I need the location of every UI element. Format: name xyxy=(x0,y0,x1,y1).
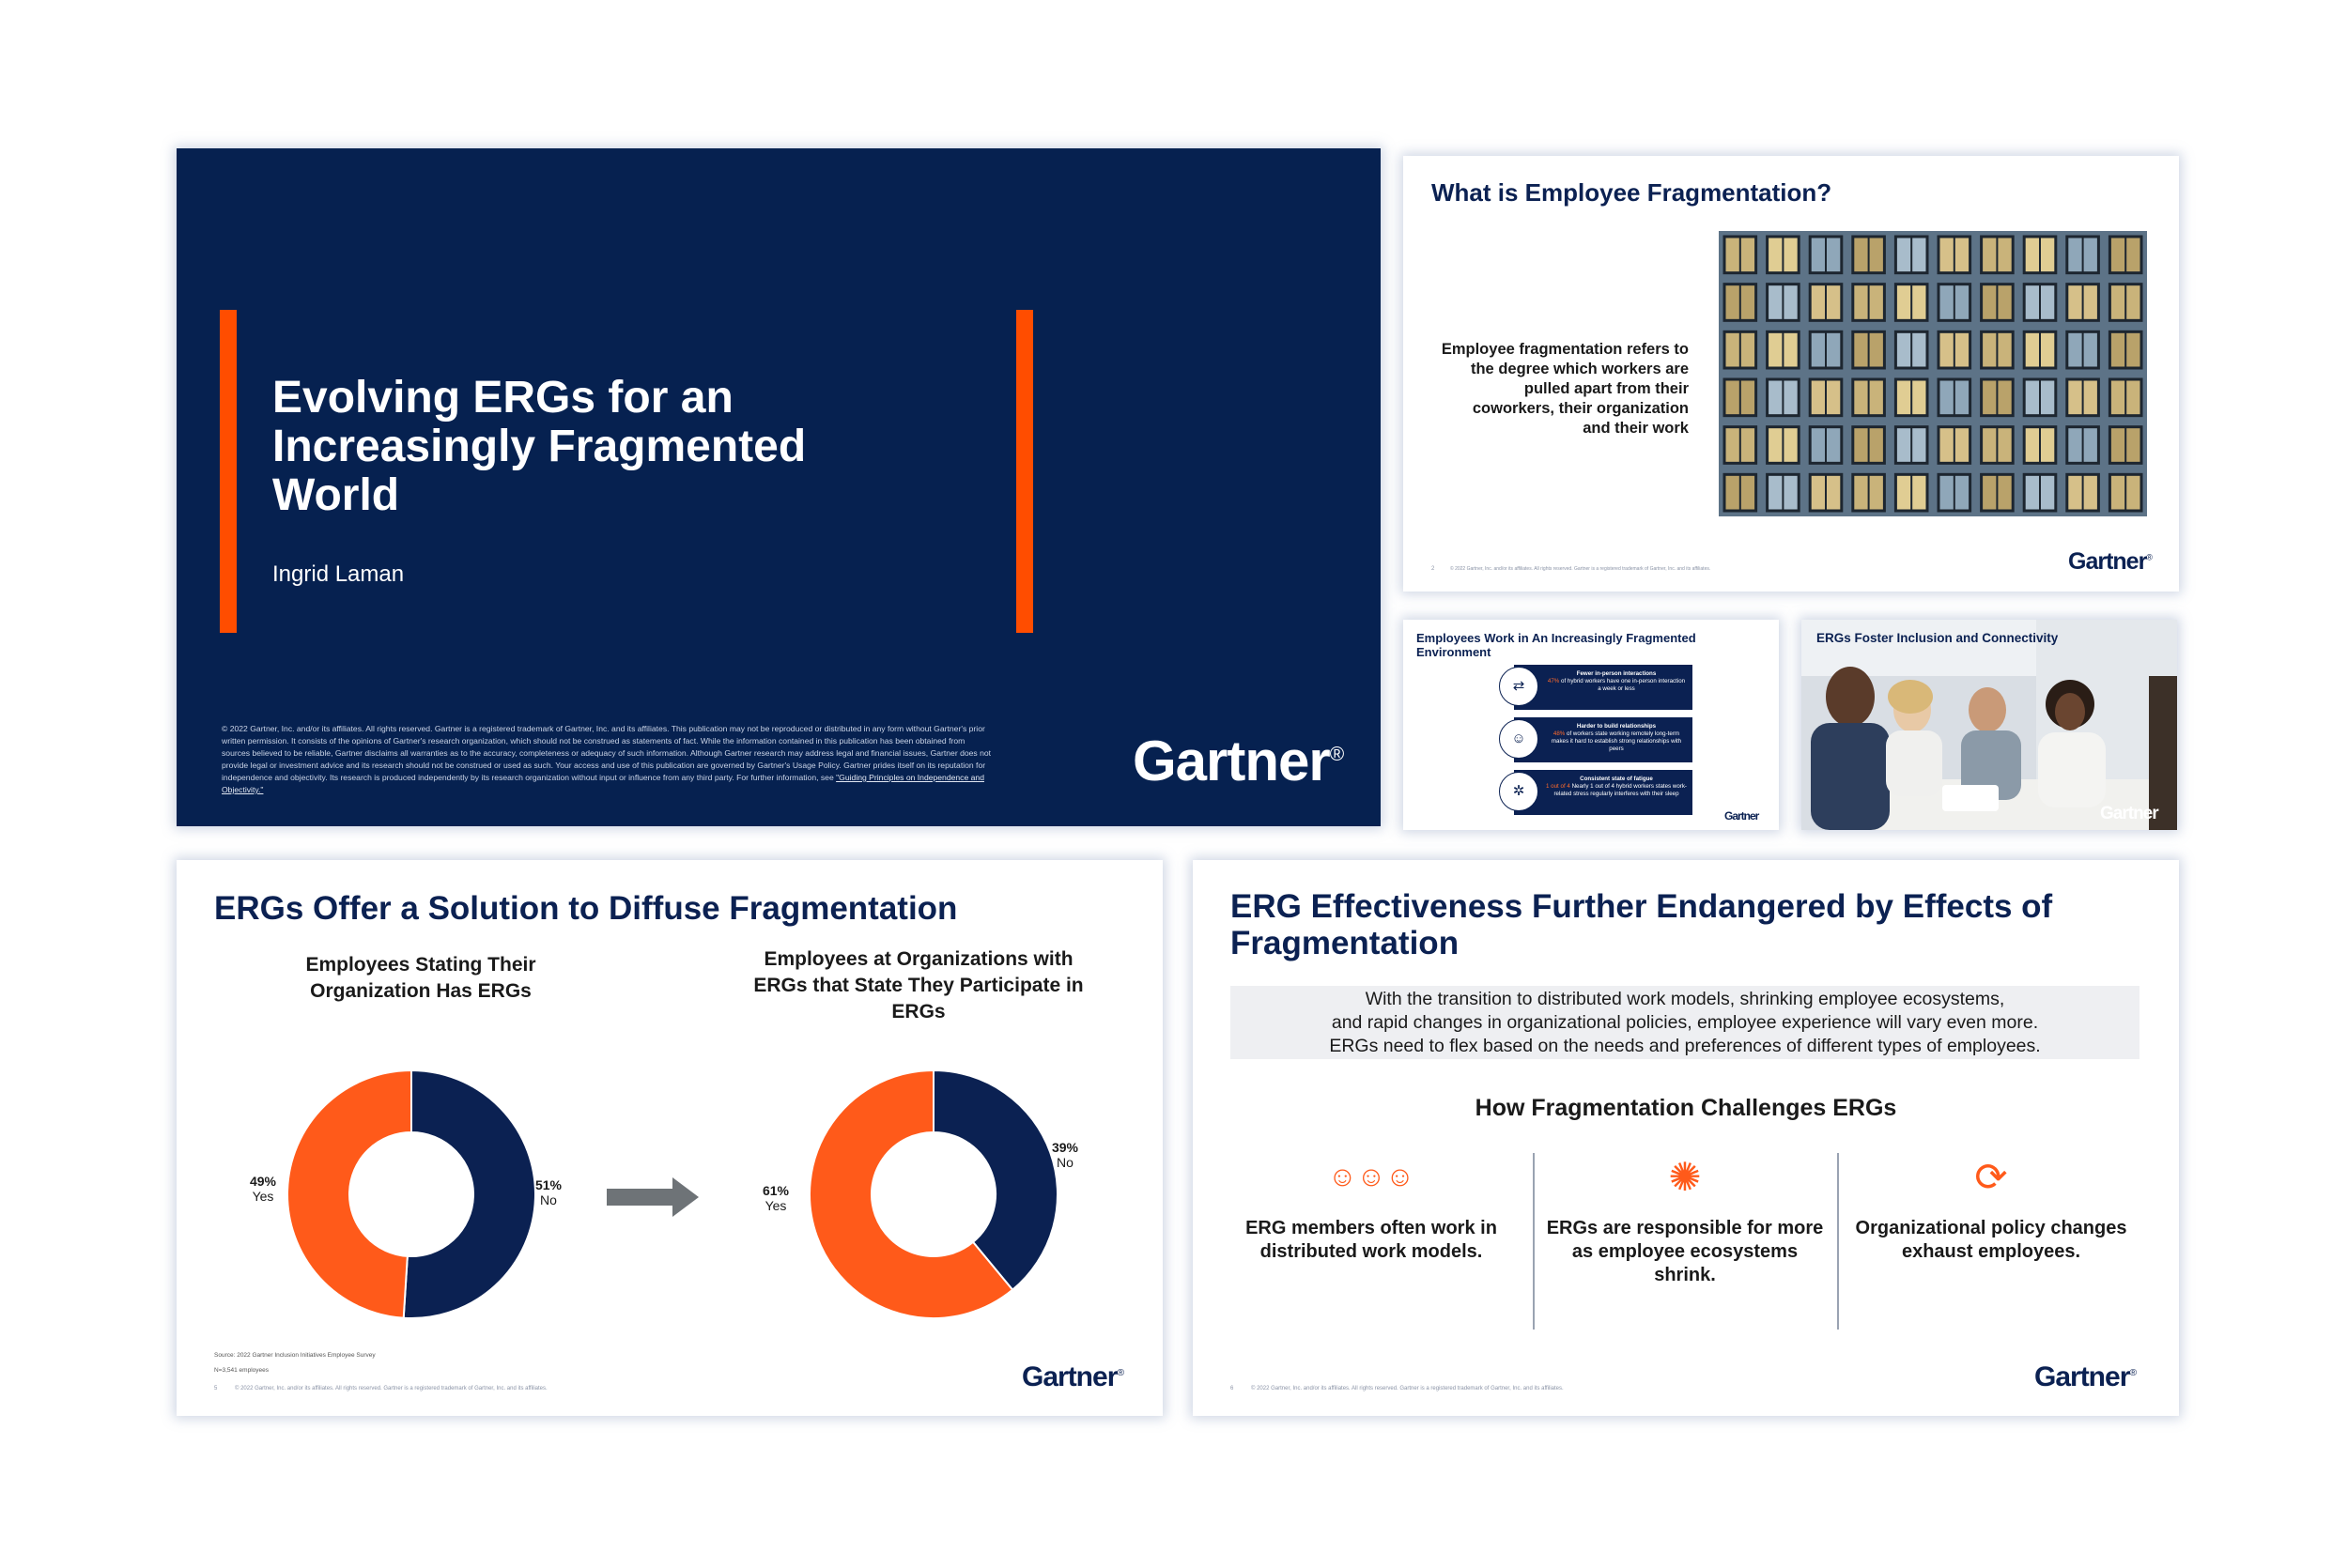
footer-text: © 2022 Gartner, Inc. and/or its affiliates. All rights reserved. Gartner is a registered trademark of Gartner, Inc. and its affiliates. xyxy=(235,1386,548,1391)
group-icon: ☺☺☺ xyxy=(1328,1161,1414,1192)
legal-link[interactable]: "Guiding Principles on Independence and Objectivity." xyxy=(222,773,984,794)
gartner-logo-text: Gartner xyxy=(2034,1361,2130,1392)
section-subtitle: How Fragmentation Challenges ERGs xyxy=(1475,1095,1897,1121)
gartner-logo: Gartner® xyxy=(1022,1361,1124,1392)
stat-text xyxy=(1546,723,1687,753)
policy-change-icon: ⟳ xyxy=(1974,1155,2008,1199)
legal-notice xyxy=(222,723,992,796)
stat-description: Nearly 1 out of 4 hybrid workers states work-related stress regularly interferes with their sleep xyxy=(1553,783,1687,797)
legal-text: © 2022 Gartner, Inc. and/or its affiliates. All rights reserved. Gartner is a registered trademark of Gartner, Inc. and its affiliates. This publication may not be reproduced or distributed in any form without Gartner's prior written permission. It consists of the opinions of Gartner's research organization, which should not be construed as statements of fact. While the information contained in this publication has been obtained from sources believed to be reliable, Gartner disclaims all warranties as to the accuracy, completeness or adequacy of such information. Although Gartner research may address legal and financial issues, Gartner does not provide legal or investment advice and its research should not be construed or used as such. Your access and use of this publication are governed by Gartner's Usage Policy. Gartner prides itself on its reputation for independence and objectivity. Its research is produced independently by its research organization without input or influence from any third party. For further information, see xyxy=(222,724,992,782)
stat-heading: Consistent state of fatigue xyxy=(1580,776,1653,782)
chart-2-yes-value: 61% xyxy=(762,1183,790,1198)
left-accent-bar xyxy=(220,310,237,633)
column-divider xyxy=(1533,1153,1535,1330)
stat-row xyxy=(1514,770,1692,815)
erg-solution-slide xyxy=(177,860,1163,1416)
stat-description: of hybrid workers have one in-person interaction a week or less xyxy=(1561,678,1686,692)
slide-title: ERGs Offer a Solution to Diffuse Fragmentation xyxy=(214,890,958,927)
people-icon: ☺ xyxy=(1499,719,1538,759)
stat-row xyxy=(1511,717,1692,762)
intro-box xyxy=(1230,986,2139,1059)
challenge-text: Organizational policy changes exhaust employees. xyxy=(1855,1218,2127,1262)
slide-title: Employees Work in An Increasingly Fragmented Environment xyxy=(1416,631,1696,659)
network-icon: ✺ xyxy=(1668,1155,1702,1199)
stat-row xyxy=(1514,665,1692,710)
gartner-logo-text: Gartner xyxy=(1724,809,1759,822)
chart-1-no-category: No xyxy=(540,1192,557,1207)
gartner-logo: Gartner® xyxy=(1133,730,1344,792)
sample-size-note: N=3,541 employees xyxy=(214,1367,269,1374)
source-note: Source: 2022 Gartner Inclusion Initiatives Employee Survey xyxy=(214,1352,376,1359)
page-number: 6 xyxy=(1230,1386,1234,1391)
gartner-logo: Gartner® xyxy=(2068,548,2152,575)
meeting-photo xyxy=(1801,620,2177,830)
footer-text: © 2022 Gartner, Inc. and/or its affiliates. All rights reserved. Gartner is a registered trademark of Gartner, Inc. and its affiliates. xyxy=(1251,1386,1564,1391)
chart-1-yes-category: Yes xyxy=(252,1189,274,1204)
gartner-logo: Gartner® xyxy=(2034,1361,2137,1392)
network-icon: ✲ xyxy=(1499,772,1538,811)
challenge-column xyxy=(1544,1153,1826,1287)
stat-text xyxy=(1546,776,1687,798)
chart-1-no-value: 51% xyxy=(534,1177,563,1192)
slide-title: What is Employee Fragmentation? xyxy=(1431,178,1832,207)
exchange-icon: ⇄ xyxy=(1499,667,1538,706)
chart-1-yes-label xyxy=(244,1174,282,1204)
chart-2-no-category: No xyxy=(1057,1155,1074,1170)
intro-line: With the transition to distributed work models, shrinking employee ecosystems, xyxy=(1365,989,2005,1009)
slide-title: Evolving ERGs for an Increasingly Fragmented World xyxy=(272,373,807,520)
chart-2-title: Employees at Organizations with ERGs that State They Participate in ERGs xyxy=(753,948,1084,1022)
chart-2-no-value: 39% xyxy=(1051,1140,1079,1155)
column-divider xyxy=(1837,1153,1839,1330)
chart-1-yes-value: 49% xyxy=(249,1174,277,1189)
chart-1-title: Employees Stating Their Organization Has ERGs xyxy=(305,954,536,1002)
gartner-logo xyxy=(2100,804,2158,824)
chart-2-yes-label xyxy=(757,1183,795,1213)
donut-slice-yes xyxy=(287,1070,411,1318)
gartner-logo-text: Gartner xyxy=(2068,548,2147,575)
gartner-logo-text: Gartner xyxy=(1022,1361,1118,1392)
fragmented-environment-slide xyxy=(1403,620,1779,830)
chart-1-no-label xyxy=(530,1177,567,1207)
author-name: Ingrid Laman xyxy=(272,561,405,587)
donut-chart-1 xyxy=(280,1063,543,1326)
donut-slice-no xyxy=(404,1070,535,1318)
inclusion-photo-slide xyxy=(1801,620,2177,830)
page-number: 2 xyxy=(1431,566,1435,572)
stat-heading: Harder to build relationships xyxy=(1576,723,1657,730)
challenge-text: ERG members often work in distributed work models. xyxy=(1245,1218,1497,1262)
stat-description: of workers state working remotely long-term makes it hard to establish strong relationships with peers xyxy=(1551,730,1682,752)
gartner-logo-text: Gartner xyxy=(2100,804,2158,823)
donut-chart-2 xyxy=(802,1063,1065,1326)
title-slide xyxy=(177,148,1381,826)
gartner-logo xyxy=(1724,809,1758,822)
slide-title: ERGs Foster Inclusion and Connectivity xyxy=(1816,631,2059,645)
intro-line: and rapid changes in organizational policies, employee experience will vary even more. xyxy=(1331,1012,2039,1033)
chart-2-yes-category: Yes xyxy=(765,1198,787,1213)
right-accent-bar xyxy=(1016,310,1033,633)
fragmentation-slide xyxy=(1403,156,2179,592)
stat-value: 47% xyxy=(1547,678,1560,684)
right-arrow-icon xyxy=(607,1176,701,1219)
erg-effectiveness-slide xyxy=(1193,860,2179,1416)
stat-text xyxy=(1546,670,1687,693)
challenge-text: ERGs are responsible for more as employee ecosystems shrink. xyxy=(1546,1218,1824,1285)
challenge-column xyxy=(1230,1153,1512,1264)
gartner-logo-text: Gartner xyxy=(1133,730,1330,792)
challenge-column xyxy=(1850,1153,2132,1264)
definition-text: Employee fragmentation refers to the degree which workers are pulled apart from their coworkers, their organization and their work xyxy=(1441,341,1689,437)
stat-value: 1 out of 4 xyxy=(1546,783,1570,790)
slide-title: ERG Effectiveness Further Endangered by Effects of Fragmentation xyxy=(1230,888,2053,961)
office-windows-photo xyxy=(1719,231,2147,516)
chart-2-no-label xyxy=(1046,1140,1084,1170)
page-number: 5 xyxy=(214,1386,218,1391)
intro-line: ERGs need to flex based on the needs and preferences of different types of employees. xyxy=(1329,1036,2041,1056)
stat-value: 48% xyxy=(1552,730,1566,737)
stat-heading: Fewer in-person interactions xyxy=(1576,670,1657,677)
footer-text: © 2022 Gartner, Inc. and/or its affiliates. All rights reserved. Gartner is a registered trademark of Gartner, Inc. and its affiliates. xyxy=(1450,566,1711,572)
